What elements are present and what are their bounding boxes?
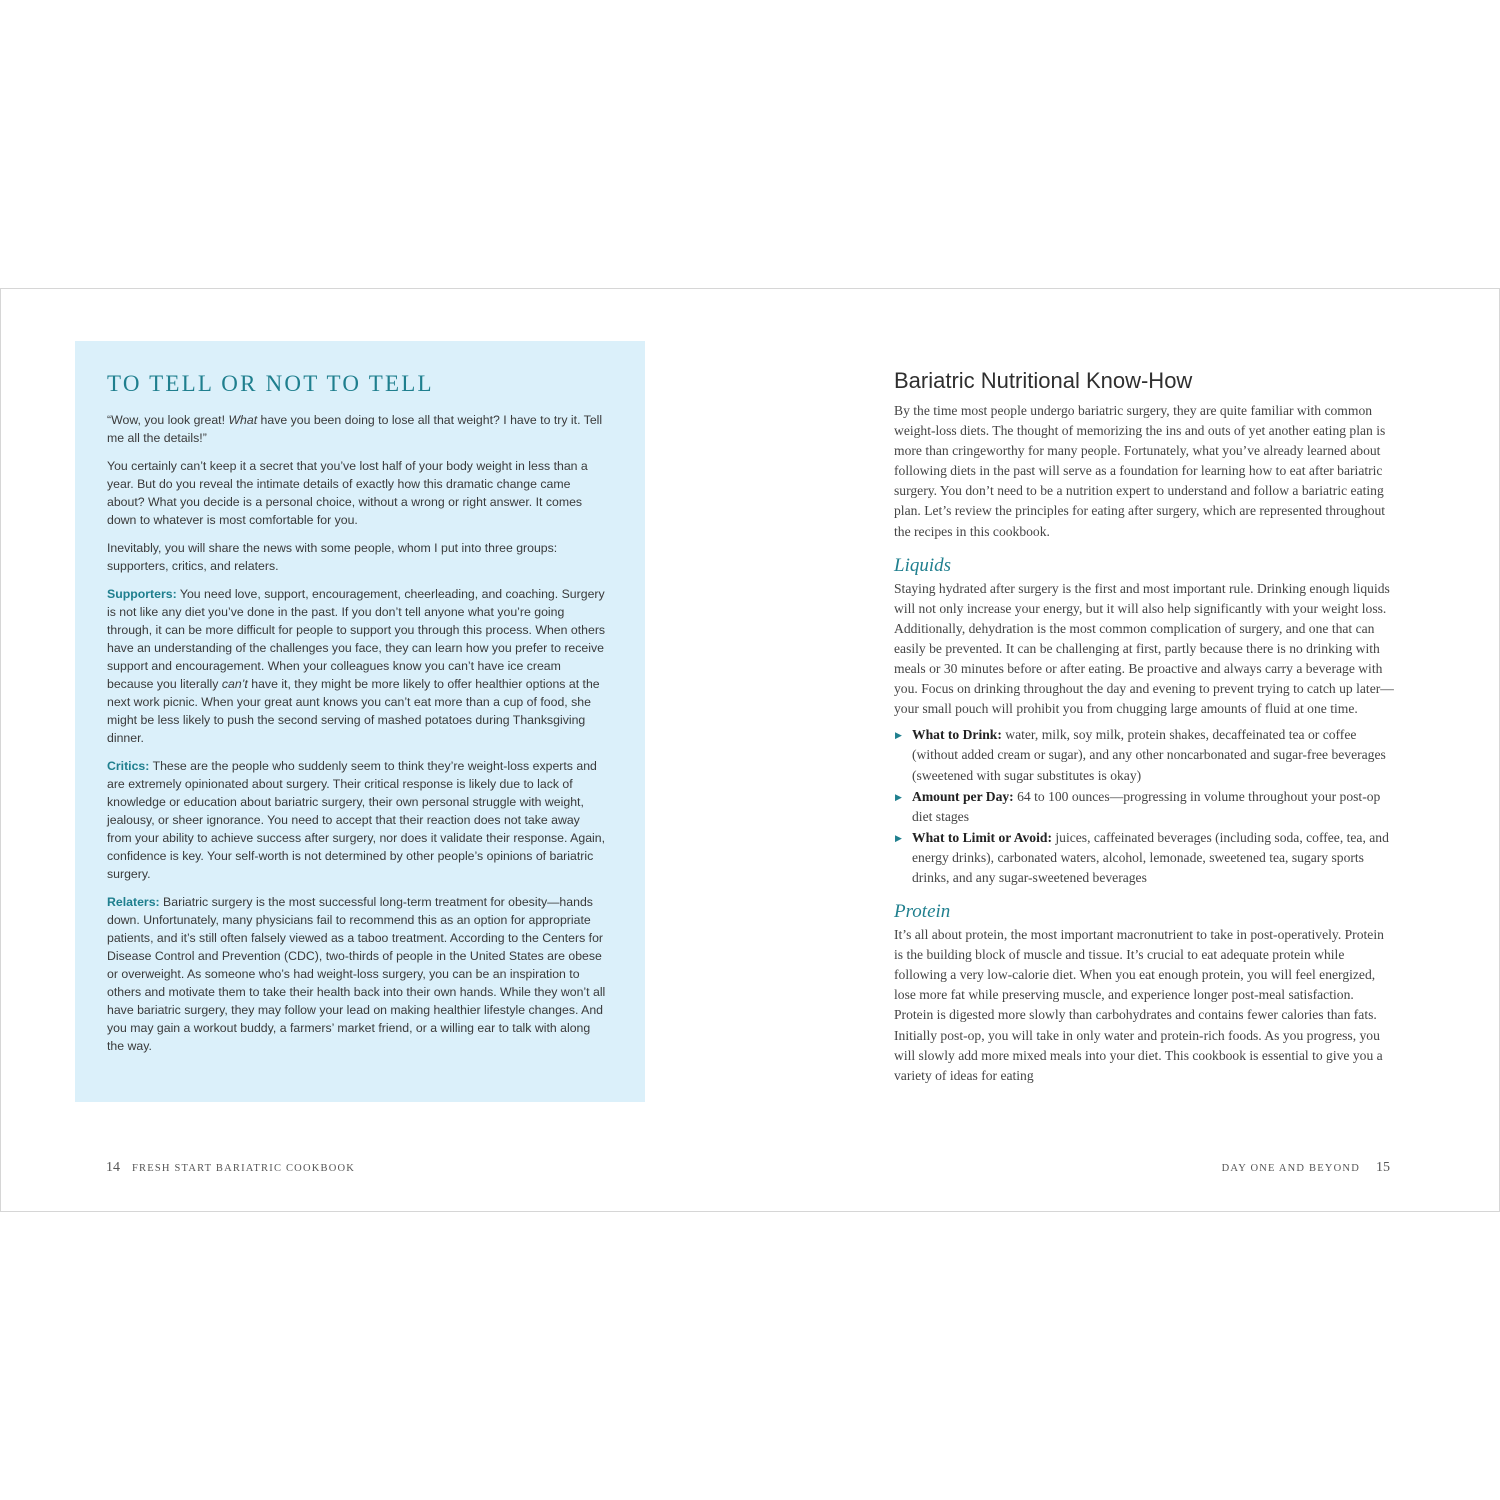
list-item	[894, 725, 1396, 785]
sidebar-box	[75, 341, 645, 1102]
relaters-paragraph	[107, 893, 607, 1055]
relaters-lead: Relaters:	[107, 895, 160, 909]
supporters-paragraph	[107, 585, 607, 747]
sidebar-paragraph-1: You certainly can’t keep it a secret that you’ve lost half of your body weight in less than a year. But do you reveal the intimate details of exactly how this dramatic change came about? What you decide is a personal choice, without a wrong or right answer. It comes down to whatever is most comfortable for you.	[107, 459, 588, 527]
triangle-bullet-icon: ▶	[895, 791, 902, 802]
supporters-lead: Supporters:	[107, 587, 177, 601]
running-title-left: FRESH START BARIATRIC COOKBOOK	[132, 1163, 356, 1174]
bullet-text: juices, caffeinated beverages (including soda, coffee, tea, and energy drinks), carbonated waters, alcohol, lemonade, sweetened tea, sugary sports drinks, and any sugar-sweetened beverages	[912, 829, 1389, 885]
list-item	[894, 787, 1396, 827]
protein-paragraph: It’s all about protein, the most important macronutrient to take in post-operatively. Protein is the building block of muscle and tissue. It’s crucial to eat adequate protein while following a very low-calorie diet. When you eat enough protein, you will feel energized, lose more fat while preserving muscle, and experience longer post-meal satisfaction. Protein is digested more slowly than carbohydrates and contains fewer calories than fats. Initially post-op, you will take in only water and protein-rich foods. As you progress, you will slowly add more mixed meals into your diet. This cookbook is essential to give you a variety of ideas for eating	[894, 927, 1384, 1083]
running-title-right: DAY ONE AND BEYOND	[1221, 1163, 1360, 1174]
liquids-heading: Liquids	[894, 554, 952, 576]
liquids-bullet-list	[894, 725, 1396, 888]
bullet-text: 64 to 100 ounces—progressing in volume throughout your post-op diet stages	[912, 788, 1381, 824]
page-number-right: 15	[1376, 1160, 1390, 1175]
quote-text-a: “Wow, you look great!	[107, 413, 229, 427]
quote-text-b: have you been doing to lose all that weight? I have to try it. Tell me all the details!”	[107, 413, 603, 445]
supporters-text-b: have it, they might be more likely to offer healthier options at the next work picnic. When your great aunt knows you can’t eat more than a cup of food, she might be less likely to push the second serving of mashed potatoes during Thanksgiving dinner.	[107, 677, 600, 745]
right-page-footer	[1222, 1158, 1390, 1176]
bullet-label: What to Limit or Avoid:	[912, 829, 1052, 845]
triangle-bullet-icon: ▶	[895, 832, 902, 843]
critics-text: These are the people who suddenly seem to think they’re weight-loss experts and are extremely opinionated about surgery. Their critical response is likely due to lack of knowledge or education about bariatric surgery, their own personal struggle with weight, jealousy, or sheer ignorance. You need to accept that their reaction does not take away from your ability to achieve success after surgery, nor does it validate their response. Again, confidence is key. Your self-worth is not determined by other people’s opinions of bariatric surgery.	[107, 759, 606, 881]
liquids-paragraph: Staying hydrated after surgery is the first and most important rule. Drinking enough liquids will not only increase your energy, but it will also help significantly with your weight loss. Additionally, dehydration is the most common complication of surgery, and one that can easily be prevented. It can be challenging at first, partly because there is no drinking with meals or 30 minutes before or after eating. Be proactive and always carry a beverage with you. Focus on drinking throughout the day and evening to prevent trying to catch up later—your small pouch will prohibit you from chugging large amounts of fluid at one time.	[894, 580, 1394, 717]
section-title: Bariatric Nutritional Know-How	[894, 368, 1193, 393]
supporters-text-a: You need love, support, encouragement, cheerleading, and coaching. Surgery is not like any diet you’ve done in the past. If you don’t tell anyone what you’re going through, it can be more difficult for people to support you through this process. When others have an understanding of the challenges you face, they can learn how you prefer to receive support and encouragement. When your colleagues know you can’t have ice cream because you literally	[107, 587, 606, 691]
critics-paragraph	[107, 757, 607, 883]
sidebar-title: TO TELL OR NOT TO TELL	[107, 371, 434, 396]
triangle-bullet-icon: ▶	[895, 730, 902, 741]
left-page-footer	[106, 1158, 355, 1176]
protein-heading: Protein	[894, 901, 951, 923]
list-item	[894, 828, 1396, 888]
sidebar-paragraph-2: Inevitably, you will share the news with some people, whom I put into three groups: supporters, critics, and relaters.	[107, 541, 558, 573]
page-number-left: 14	[106, 1160, 120, 1175]
supporters-emphasis: can’t	[221, 677, 248, 691]
sidebar-quote	[107, 411, 607, 447]
bullet-text: water, milk, soy milk, protein shakes, decaffeinated tea or coffee (without added cream or sugar), and any other noncarbonated and sugar-free beverages (sweetened with sugar substitutes is okay)	[912, 727, 1386, 783]
bullet-label: What to Drink:	[912, 727, 1002, 743]
intro-paragraph: By the time most people undergo bariatric surgery, they are quite familiar with common weight-loss diets. The thought of memorizing the ins and outs of yet another eating plan is more than cringeworthy for many people. Fortunately, what you’ve already learned about following diets in the past will serve as a foundation for learning how to eat after bariatric surgery. You don’t need to be a nutrition expert to understand and follow a bariatric eating plan. Let’s review the principles for eating after surgery, which are represented throughout the recipes in this cookbook.	[894, 403, 1386, 539]
critics-lead: Critics:	[107, 759, 150, 773]
relaters-text: Bariatric surgery is the most successful long-term treatment for obesity—hands down. Unfortunately, many physicians fail to recommend this as an option for appropriate patients, and it’s still often falsely viewed as a taboo treatment. According to the Centers for Disease Control and Prevention (CDC), two-thirds of people in the United States are obese or overweight. As someone who’s had weight-loss surgery, you can be an inspiration to others and motivate them to take their health back into their own hands. While they won’t all have bariatric surgery, they may follow your lead on making healthier lifestyle changes. And you may gain a workout buddy, a farmers’ market friend, or a willing ear to talk with along the way.	[107, 895, 606, 1053]
quote-emphasis: What	[228, 413, 258, 427]
bullet-label: Amount per Day:	[912, 788, 1014, 804]
right-page-content	[894, 368, 1396, 1086]
